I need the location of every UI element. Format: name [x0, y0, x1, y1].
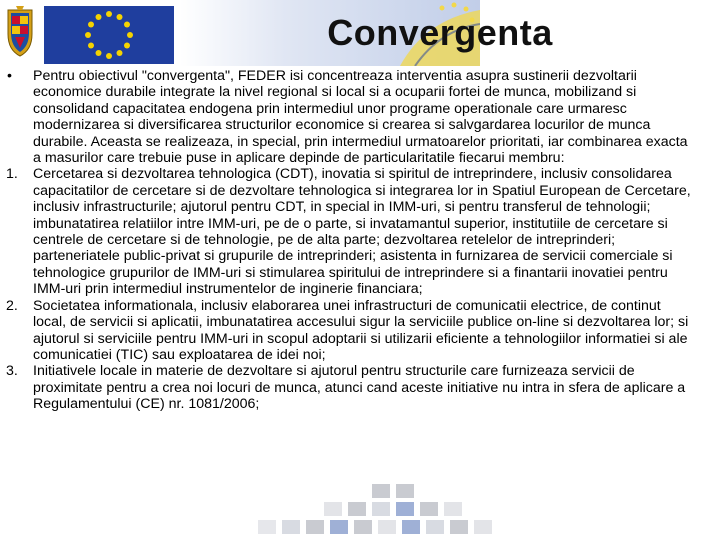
list-item — [6, 298, 692, 364]
list-item-text: Cercetarea si dezvoltarea tehnologica (CDT), inovatia si spiritul de intreprindere, inclusiv consolidarea capacitatilor de cercetare si de dezvoltare tehnologica si integrarea lor in Spatiul European de Cercetare, inclusiv infrastructurile; ajutorul pentru CDT, in special in IMM-uri, si pentru transferul de tehnologii; imbunatatirea relatiilor intre IMM-uri, pe de o parte, si invatamantul superior, institutiile de cercetare si centrele de cercetare si de tehnologie, pe de alta parte; dezvoltarea retelelor de intreprinderi; parteneriatele public-privat si grupurile de intreprinderi; asistenta in furnizarea de servicii comerciale si tehnologice grupurilor de IMM-uri si stimularea spiritului de intreprindere si a finantarii inovatiei pentru IMM-uri prin intermediul instrumentelor de inginerie financiara; — [33, 166, 691, 298]
list-item-text: Societatea informationala, inclusiv elaborarea unei infrastructuri de comunicatii electrice, de continut local, de servicii si aplicatii, imbunatatirea accesului sigur la serviciile publice on-line si dezvoltarea lor; si ajutorul si serviciile pentru IMM-uri in scopul adoptarii si utilizarii eficiente a tehnologiilor informatiei si ale comunicatiei (TIC) sau exploatarea de idei noi; — [33, 297, 689, 363]
decorative-footer-squares — [250, 478, 590, 540]
eu-flag-icon — [44, 6, 174, 64]
list-item-number: 3. — [6, 363, 18, 380]
intro-text: Pentru obiectivul "convergenta", FEDER isi concentreaza interventia asupra sustinerii dezvoltarii economice durabile integrate la nivel regional si local si a ocuparii fortei de munca, mobilizand si consolidand capacitatea endogena prin intermediul unor programe operationale care urmaresc modernizarea si diversificarea structurilor economice si crearea si salvgardarea locurilor de munca durabile. Aceasta se realizeaza, in special, prin intermediul urmatoarelor prioritati, iar combinarea exacta a masurilor care trebuie puse in aplicare depinde de particularitatile fiecarui membru: — [33, 68, 688, 167]
list-item-number: 2. — [6, 297, 18, 314]
document-body — [6, 68, 692, 413]
list-item-number: 1. — [6, 166, 18, 183]
romanian-coat-of-arms-icon — [2, 4, 38, 58]
page-title: Convergenta — [327, 12, 553, 53]
list-item — [6, 363, 692, 412]
intro-paragraph — [6, 68, 692, 166]
bullet-marker: • — [7, 68, 12, 84]
list-item-text: Initiativele locale in materie de dezvoltare si ajutorul pentru structurile care furnizeaza servicii de proximitate pentru a crea noi locuri de munca, atunci cand aceste initiative nu intra in sfera de aplicare a Regulamentului (CE) nr. 1081/2006; — [33, 363, 686, 413]
header — [0, 0, 720, 66]
list-item — [6, 166, 692, 297]
